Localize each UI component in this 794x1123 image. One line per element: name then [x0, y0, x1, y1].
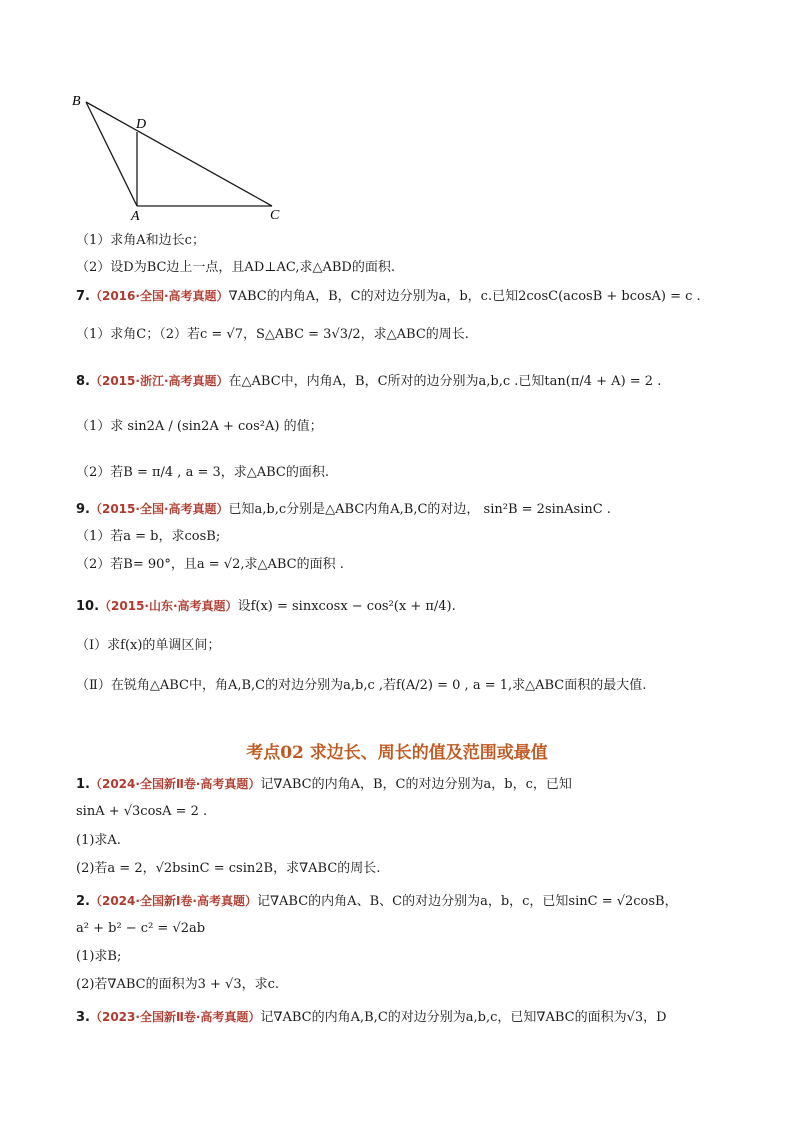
problem-text: 在△ABC中，内角A，B，C所对的边分别为a,b,c .已知tan(π/4 + A) = 2 .	[228, 374, 662, 389]
problem-text: 设f(x) = sinxcosx − cos²(x + π/4).	[237, 599, 456, 614]
triangle-figure	[60, 88, 300, 223]
problem-7	[76, 287, 746, 306]
problem-text: 记∇ABC的内角A，B，C的对边分别为a，b，c，已知	[260, 777, 572, 792]
label-C: C	[270, 208, 280, 223]
q1	[76, 775, 746, 794]
q1-part2: (2)若a = 2，√2bsinC = csin2B，求∇ABC的周长.	[76, 861, 381, 876]
problem-number: 1.	[76, 777, 90, 792]
problem-source: （2024·全国新Ⅱ卷·高考真题）	[89, 777, 261, 791]
q2	[76, 892, 746, 911]
problem-9	[76, 500, 746, 519]
problem-source: （2023·全国新Ⅱ卷·高考真题）	[89, 1010, 261, 1024]
section-heading: 考点02 求边长、周长的值及范围或最值	[246, 743, 548, 763]
label-A: A	[131, 209, 140, 223]
q3	[76, 1008, 746, 1027]
problem-number: 7.	[76, 289, 90, 304]
problem-source: （2015·全国·高考真题）	[89, 502, 229, 516]
p10-part2: （Ⅱ）在锐角△ABC中，角A,B,C的对边分别为a,b,c ,若f(A/2) = 0 , a = 1,求△ABC面积的最大值.	[76, 678, 647, 693]
problem-number: 8.	[76, 374, 90, 389]
problem-number: 9.	[76, 502, 90, 517]
p9-part1: （1）若a = b，求cosB;	[76, 529, 221, 544]
problem-number: 10.	[76, 599, 100, 614]
problem-source: （2015·浙江·高考真题）	[89, 374, 229, 388]
q1-equation: sinA + √3cosA = 2 .	[76, 804, 208, 819]
problem-text: 记∇ABC的内角A、B、C的对边分别为a，b，c，已知sinC = √2cosB，	[256, 894, 678, 909]
p6-part1: （1）求角A和边长c；	[76, 233, 205, 248]
p7-parts: （1）求角C；（2）若c = √7，S△ABC = 3√3/2，求△ABC的周长.	[76, 327, 469, 342]
problem-text: 记∇ABC的内角A,B,C的对边分别为a,b,c，已知∇ABC的面积为√3，D	[260, 1010, 667, 1025]
problem-text: ∇ABC的内角A，B，C的对边分别为a，b，c.已知2cosC(acosB + bcosA) = c .	[228, 289, 701, 304]
p8-part2: （2）若B = π/4 , a = 3，求△ABC的面积.	[76, 465, 330, 480]
segment-BC	[86, 102, 272, 206]
p10-part1: （Ⅰ）求f(x)的单调区间；	[76, 638, 221, 653]
q2-part2: (2)若∇ABC的面积为3 + √3，求c.	[76, 977, 280, 992]
q2-part1: (1)求B;	[76, 949, 122, 964]
problem-source: （2024·全国新Ⅰ卷·高考真题）	[89, 894, 257, 908]
p6-part2: （2）设D为BC边上一点，且AD⊥AC,求△ABD的面积.	[76, 260, 395, 275]
segment-BA	[86, 102, 137, 206]
problem-text: 已知a,b,c分别是△ABC内角A,B,C的对边， sin²B = 2sinAsinC .	[228, 502, 611, 517]
p9-part2: （2）若B= 90°，且a = √2,求△ABC的面积 .	[76, 557, 344, 572]
problem-source: （2015·山东·高考真题）	[99, 599, 238, 613]
problem-source: （2016·全国·高考真题）	[89, 289, 229, 303]
label-D: D	[136, 117, 147, 132]
problem-8	[76, 372, 746, 391]
p8-part1: （1）求 sin2A / (sin2A + cos²A) 的值；	[76, 419, 323, 434]
q2-equation: a² + b² − c² = √2ab	[76, 921, 206, 936]
label-B: B	[72, 94, 81, 109]
problem-number: 2.	[76, 894, 90, 909]
problem-number: 3.	[76, 1010, 90, 1025]
q1-part1: (1)求A.	[76, 833, 121, 848]
problem-10	[76, 597, 746, 616]
